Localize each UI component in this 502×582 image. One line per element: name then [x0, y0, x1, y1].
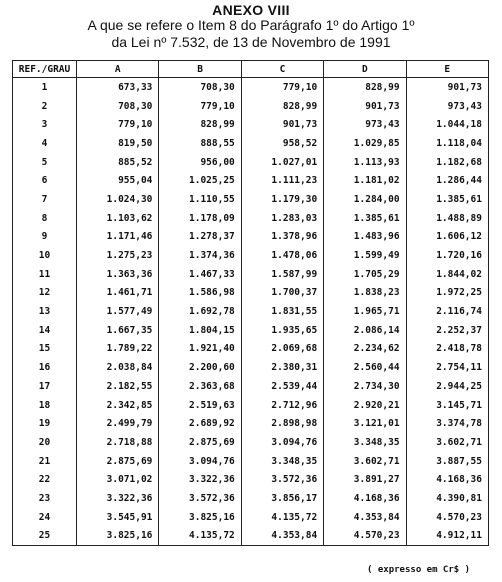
value-cell: 1.720,16	[406, 246, 488, 265]
value-cell: 901,73	[324, 97, 406, 116]
ref-grau-cell: 23	[13, 489, 77, 508]
value-cell: 1.844,02	[406, 265, 488, 284]
table-row	[13, 284, 489, 303]
value-cell: 1.171,46	[77, 228, 159, 247]
value-cell: 3.545,91	[77, 508, 159, 527]
value-cell: 1.182,68	[406, 153, 488, 172]
value-cell: 2.712,96	[241, 396, 323, 415]
value-cell: 1.838,23	[324, 284, 406, 303]
value-cell: 1.283,03	[241, 209, 323, 228]
value-cell: 1.667,35	[77, 321, 159, 340]
table-row	[13, 377, 489, 396]
value-cell: 819,50	[77, 134, 159, 153]
value-cell: 3.887,55	[406, 452, 488, 471]
value-cell: 2.560,44	[324, 358, 406, 377]
value-cell: 2.038,84	[77, 358, 159, 377]
header-e: E	[406, 61, 488, 78]
table-row	[13, 489, 489, 508]
value-cell: 4.570,23	[324, 527, 406, 546]
value-cell: 1.789,22	[77, 340, 159, 359]
salary-table	[12, 60, 489, 546]
value-cell: 1.935,65	[241, 321, 323, 340]
value-cell: 1.179,30	[241, 190, 323, 209]
ref-grau-cell: 3	[13, 115, 77, 134]
value-cell: 1.385,61	[406, 190, 488, 209]
value-cell: 2.754,11	[406, 358, 488, 377]
ref-grau-cell: 9	[13, 228, 77, 247]
value-cell: 2.898,98	[241, 414, 323, 433]
header-a: A	[77, 61, 159, 78]
value-cell: 1.113,93	[324, 153, 406, 172]
value-cell: 3.602,71	[406, 433, 488, 452]
value-cell: 3.825,16	[159, 508, 241, 527]
table-row	[13, 321, 489, 340]
table-row	[13, 508, 489, 527]
value-cell: 2.539,44	[241, 377, 323, 396]
header-ref-grau: REF./GRAU	[13, 61, 77, 78]
value-cell: 3.374,78	[406, 414, 488, 433]
value-cell: 779,10	[241, 78, 323, 97]
ref-grau-cell: 8	[13, 209, 77, 228]
table-row	[13, 358, 489, 377]
table-row	[13, 97, 489, 116]
table-body	[13, 78, 489, 546]
value-cell: 1.921,40	[159, 340, 241, 359]
value-cell: 2.519,63	[159, 396, 241, 415]
value-cell: 4.353,84	[324, 508, 406, 527]
table-row	[13, 340, 489, 359]
table-row	[13, 228, 489, 247]
value-cell: 2.875,69	[159, 433, 241, 452]
value-cell: 1.692,78	[159, 302, 241, 321]
value-cell: 1.483,96	[324, 228, 406, 247]
value-cell: 2.182,55	[77, 377, 159, 396]
value-cell: 779,10	[159, 97, 241, 116]
value-cell: 2.234,62	[324, 340, 406, 359]
value-cell: 4.168,36	[406, 470, 488, 489]
ref-grau-cell: 11	[13, 265, 77, 284]
table-row	[13, 246, 489, 265]
ref-grau-cell: 4	[13, 134, 77, 153]
value-cell: 1.965,71	[324, 302, 406, 321]
ref-grau-cell: 10	[13, 246, 77, 265]
value-cell: 2.418,78	[406, 340, 488, 359]
value-cell: 1.029,85	[324, 134, 406, 153]
value-cell: 1.488,89	[406, 209, 488, 228]
ref-grau-cell: 13	[13, 302, 77, 321]
value-cell: 1.103,62	[77, 209, 159, 228]
value-cell: 1.705,29	[324, 265, 406, 284]
value-cell: 3.348,35	[241, 452, 323, 471]
ref-grau-cell: 15	[13, 340, 77, 359]
table-row	[13, 302, 489, 321]
value-cell: 1.363,36	[77, 265, 159, 284]
value-cell: 828,99	[159, 115, 241, 134]
value-cell: 888,55	[159, 134, 241, 153]
value-cell: 3.071,02	[77, 470, 159, 489]
value-cell: 2.363,68	[159, 377, 241, 396]
ref-grau-cell: 6	[13, 171, 77, 190]
value-cell: 973,43	[324, 115, 406, 134]
value-cell: 779,10	[77, 115, 159, 134]
value-cell: 1.700,37	[241, 284, 323, 303]
value-cell: 3.825,16	[77, 527, 159, 546]
ref-grau-cell: 16	[13, 358, 77, 377]
value-cell: 2.689,92	[159, 414, 241, 433]
value-cell: 1.374,36	[159, 246, 241, 265]
value-cell: 1.804,15	[159, 321, 241, 340]
value-cell: 3.121,01	[324, 414, 406, 433]
value-cell: 3.094,76	[241, 433, 323, 452]
ref-grau-cell: 5	[13, 153, 77, 172]
value-cell: 1.467,33	[159, 265, 241, 284]
value-cell: 1.599,49	[324, 246, 406, 265]
value-cell: 1.577,49	[77, 302, 159, 321]
table-row	[13, 433, 489, 452]
ref-grau-cell: 19	[13, 414, 77, 433]
table-row	[13, 396, 489, 415]
header-b: B	[159, 61, 241, 78]
value-cell: 1.606,12	[406, 228, 488, 247]
value-cell: 1.025,25	[159, 171, 241, 190]
value-cell: 958,52	[241, 134, 323, 153]
value-cell: 2.920,21	[324, 396, 406, 415]
value-cell: 1.385,61	[324, 209, 406, 228]
currency-note: ( expresso em Cr$ )	[367, 565, 470, 575]
value-cell: 1.478,06	[241, 246, 323, 265]
value-cell: 1.181,02	[324, 171, 406, 190]
value-cell: 3.348,35	[324, 433, 406, 452]
ref-grau-cell: 21	[13, 452, 77, 471]
ref-grau-cell: 24	[13, 508, 77, 527]
value-cell: 2.499,79	[77, 414, 159, 433]
value-cell: 3.856,17	[241, 489, 323, 508]
value-cell: 1.275,23	[77, 246, 159, 265]
value-cell: 2.069,68	[241, 340, 323, 359]
ref-grau-cell: 22	[13, 470, 77, 489]
value-cell: 1.461,71	[77, 284, 159, 303]
value-cell: 1.118,04	[406, 134, 488, 153]
value-cell: 3.572,36	[159, 489, 241, 508]
value-cell: 708,30	[159, 78, 241, 97]
table-row	[13, 414, 489, 433]
value-cell: 3.322,36	[159, 470, 241, 489]
value-cell: 2.718,88	[77, 433, 159, 452]
ref-grau-cell: 25	[13, 527, 77, 546]
value-cell: 1.831,55	[241, 302, 323, 321]
header-c: C	[241, 61, 323, 78]
value-cell: 973,43	[406, 97, 488, 116]
value-cell: 901,73	[241, 115, 323, 134]
value-cell: 1.586,98	[159, 284, 241, 303]
value-cell: 828,99	[324, 78, 406, 97]
ref-grau-cell: 17	[13, 377, 77, 396]
value-cell: 3.145,71	[406, 396, 488, 415]
ref-grau-cell: 14	[13, 321, 77, 340]
value-cell: 2.944,25	[406, 377, 488, 396]
value-cell: 1.110,55	[159, 190, 241, 209]
value-cell: 1.284,00	[324, 190, 406, 209]
table-row	[13, 190, 489, 209]
value-cell: 4.135,72	[241, 508, 323, 527]
value-cell: 3.572,36	[241, 470, 323, 489]
value-cell: 2.116,74	[406, 302, 488, 321]
table-row	[13, 265, 489, 284]
value-cell: 2.380,31	[241, 358, 323, 377]
value-cell: 955,04	[77, 171, 159, 190]
value-cell: 673,33	[77, 78, 159, 97]
value-cell: 708,30	[77, 97, 159, 116]
table-row	[13, 209, 489, 228]
value-cell: 3.322,36	[77, 489, 159, 508]
table-row	[13, 134, 489, 153]
ref-grau-cell: 1	[13, 78, 77, 97]
value-cell: 2.734,30	[324, 377, 406, 396]
value-cell: 4.912,11	[406, 527, 488, 546]
value-cell: 4.390,81	[406, 489, 488, 508]
value-cell: 1.587,99	[241, 265, 323, 284]
value-cell: 2.086,14	[324, 321, 406, 340]
value-cell: 828,99	[241, 97, 323, 116]
header-d: D	[324, 61, 406, 78]
value-cell: 2.252,37	[406, 321, 488, 340]
value-cell: 1.972,25	[406, 284, 488, 303]
value-cell: 1.286,44	[406, 171, 488, 190]
value-cell: 4.353,84	[241, 527, 323, 546]
document-title: ANEXO VIII	[212, 2, 290, 18]
value-cell: 4.168,36	[324, 489, 406, 508]
table-row	[13, 452, 489, 471]
table-row	[13, 527, 489, 546]
value-cell: 2.200,60	[159, 358, 241, 377]
value-cell: 2.875,69	[77, 452, 159, 471]
ref-grau-cell: 2	[13, 97, 77, 116]
value-cell: 1.044,18	[406, 115, 488, 134]
ref-grau-cell: 18	[13, 396, 77, 415]
table-header-row	[13, 61, 489, 78]
ref-grau-cell: 20	[13, 433, 77, 452]
table-row	[13, 171, 489, 190]
table-row	[13, 115, 489, 134]
table-row	[13, 470, 489, 489]
value-cell: 1.278,37	[159, 228, 241, 247]
value-cell: 3.891,27	[324, 470, 406, 489]
value-cell: 1.378,96	[241, 228, 323, 247]
value-cell: 1.111,23	[241, 171, 323, 190]
table-row	[13, 78, 489, 97]
value-cell: 3.602,71	[324, 452, 406, 471]
ref-grau-cell: 12	[13, 284, 77, 303]
document-subtitle-line2: da Lei nº 7.532, de 13 de Novembro de 1991	[111, 34, 391, 50]
value-cell: 956,00	[159, 153, 241, 172]
value-cell: 2.342,85	[77, 396, 159, 415]
value-cell: 1.178,09	[159, 209, 241, 228]
value-cell: 3.094,76	[159, 452, 241, 471]
document-subtitle-line1: A que se refere o Item 8 do Parágrafo 1º do Artigo 1º	[87, 17, 415, 33]
value-cell: 4.570,23	[406, 508, 488, 527]
value-cell: 885,52	[77, 153, 159, 172]
table-row	[13, 153, 489, 172]
value-cell: 1.027,01	[241, 153, 323, 172]
ref-grau-cell: 7	[13, 190, 77, 209]
value-cell: 4.135,72	[159, 527, 241, 546]
value-cell: 1.024,30	[77, 190, 159, 209]
value-cell: 901,73	[406, 78, 488, 97]
